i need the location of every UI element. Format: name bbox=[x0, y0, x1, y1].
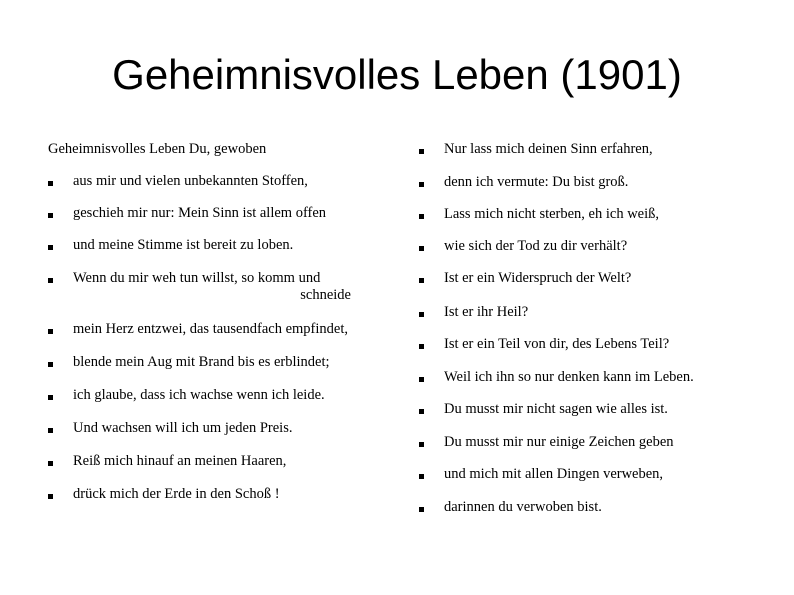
bullet-icon bbox=[48, 245, 53, 250]
list-item-text: Ist er ihr Heil? bbox=[444, 304, 529, 320]
bullet-icon bbox=[419, 182, 424, 187]
bullet-icon bbox=[419, 377, 424, 382]
list-item bbox=[48, 270, 388, 304]
list-item-text: ich glaube, dass ich wachse wenn ich leide. bbox=[73, 387, 325, 403]
list-item-text: drück mich der Erde in den Schoß ! bbox=[73, 486, 280, 502]
list-item-text: geschieh mir nur: Mein Sinn ist allem offen bbox=[73, 205, 327, 221]
bullet-icon bbox=[419, 278, 424, 283]
bullet-icon bbox=[48, 213, 53, 218]
list-item-text: Du musst mir nicht sagen wie alles ist. bbox=[444, 401, 668, 417]
list-item-text: mein Herz entzwei, das tausendfach empfindet, bbox=[73, 321, 348, 337]
list-item-text: Weil ich ihn so nur denken kann im Leben. bbox=[444, 369, 694, 385]
slide-title: Geheimnisvolles Leben (1901) bbox=[112, 51, 682, 98]
list-item-text: darinnen du verwoben bist. bbox=[444, 499, 602, 515]
bullet-icon bbox=[48, 461, 53, 466]
list-item-text: Wenn du mir weh tun willst, so komm und bbox=[73, 270, 321, 286]
bullet-icon bbox=[48, 395, 53, 400]
list-item-text: Du musst mir nur einige Zeichen geben bbox=[444, 434, 674, 450]
bullet-icon bbox=[419, 149, 424, 154]
bullet-icon bbox=[419, 214, 424, 219]
list-item-text-wrapped bbox=[73, 270, 351, 304]
list-item-text: und mich mit allen Dingen verweben, bbox=[444, 466, 664, 482]
list-item-text: Ist er ein Widerspruch der Welt? bbox=[444, 270, 632, 286]
list-item-text: wie sich der Tod zu dir verhält? bbox=[444, 238, 628, 254]
bullet-icon bbox=[419, 474, 424, 479]
bullet-icon bbox=[48, 329, 53, 334]
list-item-text: blende mein Aug mit Brand bis es erblindet; bbox=[73, 354, 330, 370]
list-item-text: aus mir und vielen unbekannten Stoffen, bbox=[73, 173, 308, 189]
list-item-text: und meine Stimme ist bereit zu loben. bbox=[73, 237, 294, 253]
list-item-text: Reiß mich hinauf an meinen Haaren, bbox=[73, 453, 287, 469]
bullet-icon bbox=[48, 181, 53, 186]
bullet-icon bbox=[419, 442, 424, 447]
intro-line: Geheimnisvolles Leben Du, gewoben bbox=[48, 141, 267, 157]
list-item-text: Und wachsen will ich um jeden Preis. bbox=[73, 420, 293, 436]
bullet-icon bbox=[48, 494, 53, 499]
bullet-icon bbox=[419, 312, 424, 317]
bullet-icon bbox=[419, 246, 424, 251]
bullet-icon bbox=[419, 409, 424, 414]
list-item-text: denn ich vermute: Du bist groß. bbox=[444, 174, 629, 190]
bullet-icon bbox=[419, 507, 424, 512]
list-item-text-continuation: schneide bbox=[300, 287, 351, 303]
list-item-text: Nur lass mich deinen Sinn erfahren, bbox=[444, 141, 653, 157]
list-item-text: Lass mich nicht sterben, eh ich weiß, bbox=[444, 206, 660, 222]
bullet-icon bbox=[48, 362, 53, 367]
bullet-icon bbox=[419, 344, 424, 349]
bullet-icon bbox=[48, 278, 53, 283]
list-item-text: Ist er ein Teil von dir, des Lebens Teil? bbox=[444, 336, 670, 352]
bullet-icon bbox=[48, 428, 53, 433]
